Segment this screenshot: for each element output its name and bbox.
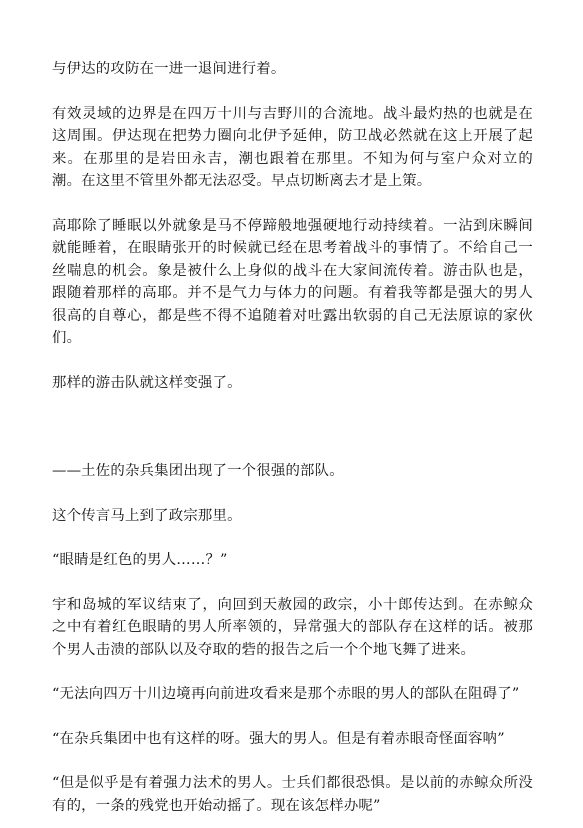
- paragraph-2: 有效灵域的边界是在四万十川与吉野川的合流地。战斗最灼热的也就是在这周围。伊达现在把势力圈向北伊予延伸，防卫战必然就在这上开展了起来。在那里的是岩田永吉，潮也跟着在那里。不知为何与室户众对立的潮。在这里不管里外都无法忍受。早点切断离去才是上策。: [52, 105, 533, 189]
- paragraph-7: “眼睛是红色的男人……？”: [52, 552, 228, 568]
- paragraph-3: 高耶除了睡眠以外就象是马不停蹄般地强硬地行动持续着。一沾到床瞬间就能睡着，在眼睛张开的时候就已经在思考着战斗的事情了。不给自己一丝喘息的机会。象是被什么上身似的战斗在大家间流传着。游击队也是，跟随着那样的高耶。并不是气力与体力的问题。有着我等都是强大的男人很高的自尊心，都是些不得不追随着对吐露出软弱的自己无法原谅的家伙们。: [52, 217, 533, 346]
- paragraph-10: “在杂兵集团中也有这样的呀。强大的男人。但是有着赤眼奇怪面容呐”: [52, 730, 505, 747]
- paragraph-6: 这个传言马上到了政宗那里。: [52, 507, 242, 524]
- paragraph-8: 宇和岛城的军议结束了，向回到天赦园的政宗，小十郎传达到。在赤鲸众之中有着红色眼睛的男人所率领的，异常强大的部队存在这样的话。被那个男人击溃的部队以及夺取的砦的报告之后一个个地飞舞了进来。: [52, 596, 533, 658]
- paragraph-4: 那样的游击队就这样变强了。: [52, 374, 242, 391]
- paragraph-9: “无法向四万十川边境再向前进攻看来是那个赤眼的男人的部队在阻碍了”: [52, 686, 520, 702]
- paragraph-1: 与伊达的攻防在一进一退间进行着。: [52, 61, 286, 77]
- paragraph-11: “但是似乎是有着强力法术的男人。士兵们都很恐惧。是以前的赤鲸众所没有的，一条的残党也开始动摇了。现在该怎样办呢”: [52, 775, 533, 814]
- paragraph-5: ——土佐的杂兵集团出现了一个很强的部队。: [52, 463, 344, 479]
